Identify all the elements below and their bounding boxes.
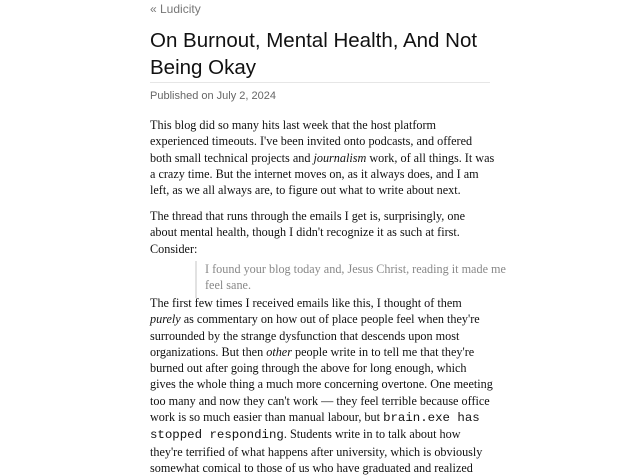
text: work, of all things. It was a crazy time. But the internet moves on, as it always does, and I am left, as we all always are, to figure out what to write about next. bbox=[150, 150, 495, 198]
paragraph-intro bbox=[150, 117, 495, 198]
emphasis-purely: purely bbox=[150, 312, 181, 327]
emphasis: journalism bbox=[313, 150, 367, 165]
paragraph-thread: The thread that runs through the emails I get is, surprisingly, one about mental health, though I didn't recognize it as such at first. Consider: bbox=[150, 209, 465, 256]
text: as commentary on how out of place people feel when they're surrounded by the strange dysfunction that descends upon most organizations. But then bbox=[150, 312, 480, 359]
text: people write in to tell me that they're burned out after going through the above for long enough, which gives the whole thing a much more concerning overtone. One meeting too many and now they can't work — they feel terrible because office work is so much easier than manual labour, but bbox=[150, 344, 493, 425]
quote-text: I found your blog today and, Jesus Christ, reading it made me feel sane. bbox=[205, 262, 506, 293]
back-link-ludicity[interactable]: « Ludicity bbox=[150, 2, 201, 16]
emphasis-other: other bbox=[266, 344, 292, 359]
inline-code: brain.exe has stopped responding bbox=[150, 411, 480, 443]
text: . Students write in to talk about how they're terrified of what happens after university, which is obviously somewhat comical to those of us who have graduated and realized bbox=[150, 427, 483, 475]
blockquote bbox=[195, 261, 527, 298]
text: This blog did so many hits last week that the host platform experienced timeouts. I've been invited onto podcasts, and offered both small technical projects and bbox=[150, 118, 473, 165]
text: The first few times I received emails like this, I thought of them bbox=[150, 296, 462, 310]
post-title: On Burnout, Mental Health, And Not Being Okay bbox=[150, 29, 478, 79]
paragraph-emails bbox=[150, 295, 495, 476]
published-date: Published on July 2, 2024 bbox=[150, 90, 276, 102]
title-divider bbox=[150, 82, 490, 83]
